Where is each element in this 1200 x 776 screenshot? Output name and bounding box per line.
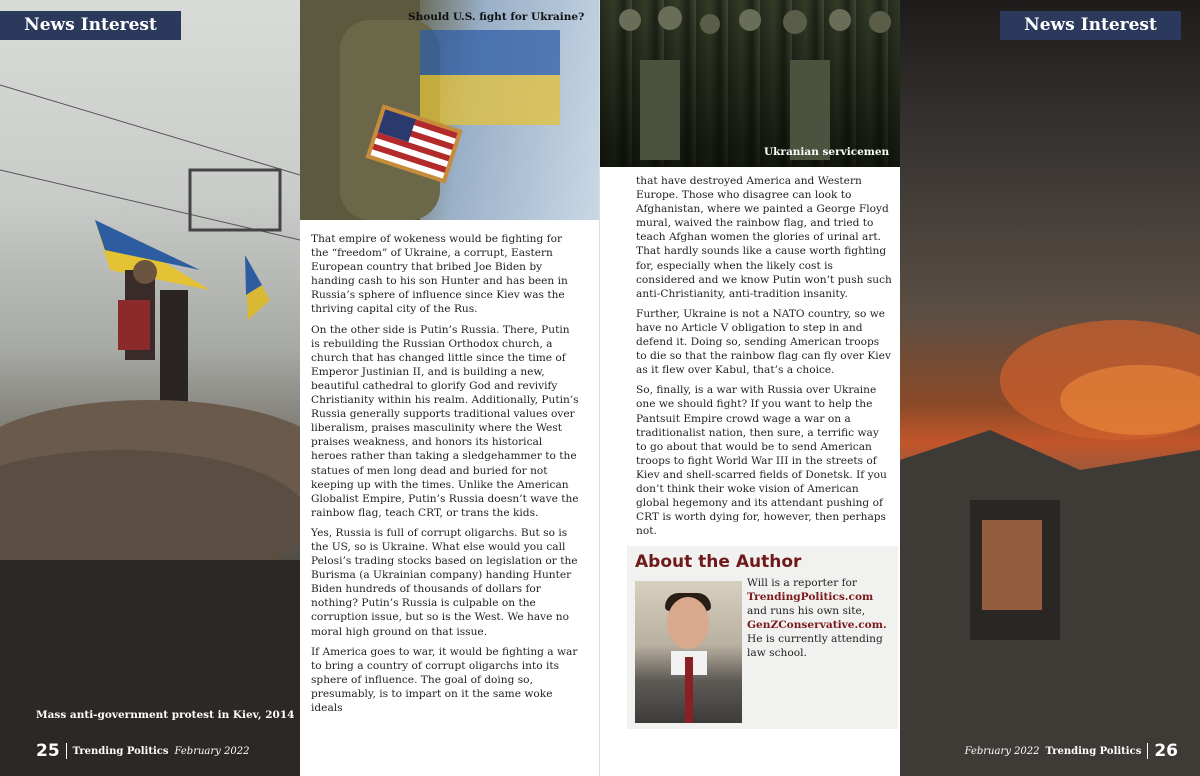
issue-date-right: February 2022 (964, 745, 1040, 757)
author-tie (685, 657, 693, 723)
protest-photo (0, 0, 300, 776)
publication-name-left: Trending Politics (72, 745, 169, 757)
author-bio (747, 576, 893, 661)
genzconservative-link[interactable]: GenZConservative.com. (747, 619, 887, 632)
soldier-patch-illustration (300, 0, 600, 220)
servicemen-photo-caption: Ukranian servicemen (764, 146, 890, 158)
fire-scene-illustration (900, 0, 1200, 776)
article-column-1 (311, 232, 581, 721)
article-paragraph: Yes, Russia is full of corrupt oligarchs. But so is the US, so is Ukraine. What else would you call Pelosi’s trading stocks based on legislation or the Burisma (a Ukrainian company) handing Hunter Biden hundreds of thousands of dollars for nothing? Putin’s Russia is culpable on the corruption issue, but so is the West. We have no moral high ground on that issue. (311, 526, 578, 638)
article-paragraph: That empire of wokeness would be fighting for the “freedom” of Ukraine, a corrupt, Eastern European country that bribed Joe Biden by handing cash to his son Hunter and has been in Russia’s sphere of influence since Kiev was the thriving capital city of the Rus. (311, 233, 568, 316)
footer-separator (66, 743, 67, 759)
author-bio-prefix: Will is a reporter for (747, 577, 857, 589)
page-gutter (599, 0, 600, 776)
article-paragraph: Further, Ukraine is not a NATO country, so we have no Article V obligation to step in and defend it. Doing so, sending American troops to die so that the rainbow flag can fly over Kiev as it flew over Kabul, that’s a choice. (636, 307, 891, 377)
author-face (667, 597, 709, 649)
author-photo (635, 581, 742, 723)
ukraine-photo-caption: Should U.S. fight for Ukraine? (408, 11, 585, 23)
ukraine-flag-photo (300, 0, 600, 220)
left-page-footer (36, 741, 249, 761)
author-bio-middle: and runs his own site, (747, 605, 866, 618)
article-paragraph: If America goes to war, it would be fighting a war to bring a country of corrupt oligarchs into its sphere of influence. The goal of doing so, presumably, is to impart on it the same woke ideals (311, 645, 578, 714)
page-number-right: 26 (1154, 741, 1178, 761)
protest-photo-caption: Mass anti-government protest in Kiev, 2014 (36, 709, 295, 721)
about-author-box (627, 546, 898, 729)
publication-name-right: Trending Politics (1045, 745, 1142, 757)
author-bio-suffix: He is currently attending law school. (747, 633, 883, 660)
article-paragraph: that have destroyed America and Western Europe. Those who disagree can look to Afghanistan, where we painted a George Floyd mural, waived the rainbow flag, and tried to teach Afghan women the glories of urinal art. That hardly sounds like a cause worth fighting for, especially when the likely cost is considered and we know Putin won’t push such anti-Christianity, anti-tradition insanity. (636, 175, 892, 300)
troops-illustration (600, 0, 900, 167)
section-banner-left: News Interest (0, 11, 181, 40)
section-banner-right: News Interest (1000, 11, 1181, 40)
about-author-heading: About the Author (635, 552, 802, 572)
page-number-left: 25 (36, 741, 60, 761)
issue-date-left: February 2022 (174, 745, 250, 757)
footer-separator (1147, 743, 1148, 759)
protest-scene-illustration (0, 0, 300, 776)
burning-barricade-photo (900, 0, 1200, 776)
article-paragraph: On the other side is Putin’s Russia. There, Putin is rebuilding the Russian Orthodox church, a church that has changed little since the time of Emperor Justinian II, and is building a new, beautiful cathedral to glorify God and revivify Christianity within his realm. Additionally, Putin’s Russia generally supports traditional values over liberalism, praises masculinity where the West praises weakness, and honors its historical heroes rather than taking a sledgehammer to the statues of men long dead and buried for not keeping up with the times. Unlike the American Globalist Empire, Putin’s Russia doesn’t wave the rainbow flag, teach CRT, or trans the kids. (311, 323, 579, 519)
article-column-2 (636, 174, 892, 544)
article-paragraph: So, finally, is a war with Russia over Ukraine one we should fight? If you want to help the Pantsuit Empire crowd wage a war on a traditionalist nation, then sure, a terrific way to go about that would be to send American troops to fight World War III in the streets of Kiev and shell-scarred fields of Donetsk. If you don’t think their woke vision of American global hegemony and its attendant pushing of CRT is worth dying for, however, then perhaps not. (636, 384, 887, 538)
trendingpolitics-link[interactable]: TrendingPolitics.com (747, 591, 874, 604)
right-page-footer (965, 741, 1178, 761)
servicemen-photo (600, 0, 900, 167)
